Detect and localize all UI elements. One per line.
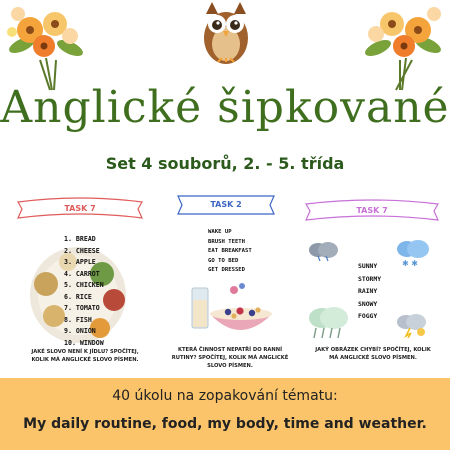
word-list: [208, 228, 252, 276]
word-list: [64, 234, 104, 349]
list-item: 8. FISH: [64, 315, 92, 324]
word-list: [358, 260, 381, 323]
task-caption: JAKÝ OBRÁZEK CHYBÍ? SPOČÍTEJ, KOLIK MÁ ANGLICKÉ SLOVO PÍSMEN.: [315, 347, 431, 361]
list-item: 6. RICE: [64, 292, 92, 301]
task-caption: JAKÉ SLOVO NENÍ K JÍDLU? SPOČÍTEJ, KOLIK MÁ ANGLICKÉ SLOVO PÍSMEN.: [31, 349, 139, 363]
list-item: RAINY: [358, 287, 378, 295]
list-item: 4. CARROT: [64, 269, 100, 278]
thunder-cloud-icon: [394, 312, 428, 338]
task-banner: [14, 196, 146, 222]
list-item: WAKE UP: [208, 229, 232, 235]
list-item: FOGGY: [358, 312, 378, 320]
footer-topics: My daily routine, food, my body, time and weather.: [23, 416, 427, 432]
list-item: SUNNY: [358, 262, 378, 270]
task-card-routine: [152, 190, 302, 375]
task-banner: [174, 192, 278, 218]
list-item: 1. BREAD: [64, 235, 96, 243]
task-caption: KTERÁ ČINNOST NEPATŘÍ DO RANNÍ RUTINY? SPOČÍTEJ, KOLIK MÁ ANGLICKÉ SLOVO PÍSMEN.: [171, 347, 289, 369]
list-item: 9. ONION: [64, 327, 96, 335]
task-label: TASK 7: [356, 206, 388, 215]
task-card-food: [6, 190, 156, 375]
owl-icon: [198, 0, 254, 66]
list-item: SNOWY: [358, 299, 378, 308]
list-item: 2. CHEESE: [64, 246, 100, 255]
list-item: GET DRESSED: [208, 267, 246, 273]
list-item: GO TO BED: [208, 257, 239, 264]
list-item: 7. TOMATO: [64, 304, 100, 312]
list-item: 5. CHICKEN: [64, 281, 104, 289]
rain-cloud-icon: [306, 306, 350, 340]
page-subtitle: Set 4 souborů, 2. - 5. třída: [105, 154, 345, 173]
footer-heading: 40 úkolu na zopakování tématu:: [112, 388, 338, 404]
task-card-weather: [298, 190, 448, 375]
list-item: BRUSH TEETH: [208, 238, 246, 245]
list-item: 10. WINDOW: [64, 338, 104, 347]
task-label: TASK 2: [210, 200, 242, 209]
breakfast-icon: [188, 278, 278, 344]
list-item: 3. APPLE: [64, 258, 96, 266]
snow-cloud-icon: [394, 238, 430, 268]
list-item: EAT BREAKFAST: [208, 248, 252, 254]
storm-cloud-icon: [306, 240, 340, 262]
task-banner: [302, 198, 442, 224]
task-label: TASK 7: [64, 204, 96, 213]
page-title: Anglické šipkované: [0, 82, 450, 133]
list-item: STORMY: [358, 274, 382, 283]
svg-text:✱ ✱: ✱ ✱: [402, 259, 418, 268]
